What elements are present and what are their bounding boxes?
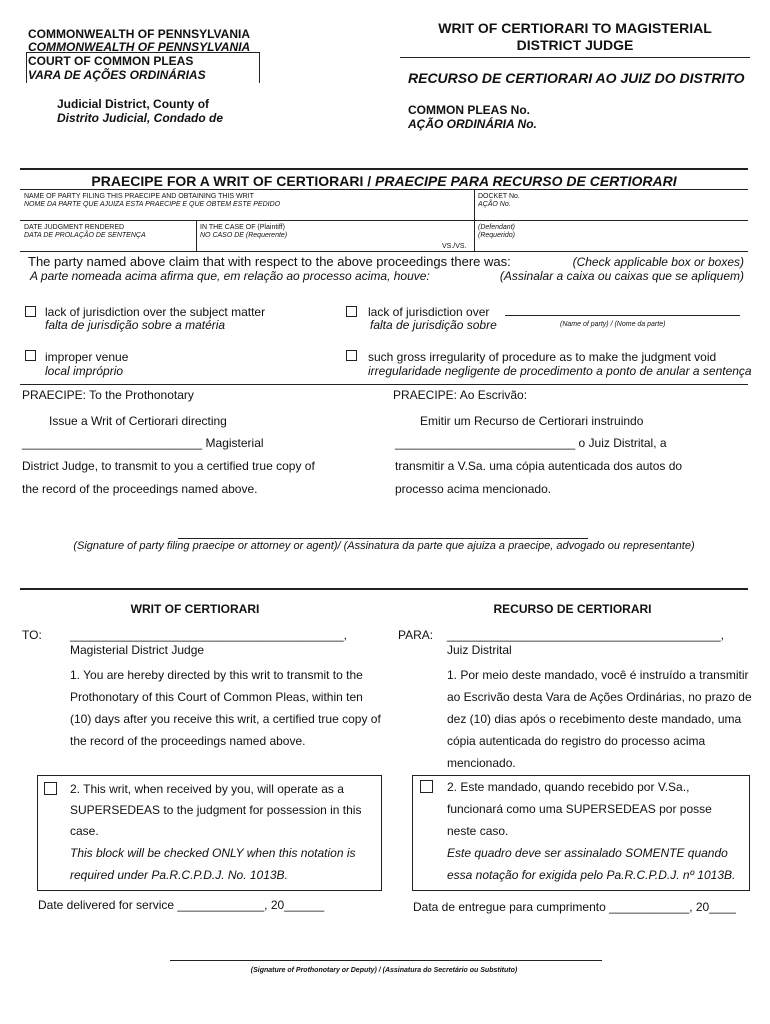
divider: [20, 168, 748, 170]
check-pt: (Assinalar a caixa ou caixas que se apliquem): [499, 269, 744, 283]
p2-en-0: 2. This writ, when received by you, will operate as a: [70, 782, 344, 796]
checkbox-improper-venue[interactable]: [25, 350, 36, 361]
record-pt: processo acima mencionado.: [395, 482, 552, 496]
defendant-en: (Defendant): [478, 224, 515, 231]
docket-en: DOCKET No.: [478, 193, 520, 200]
opt2-pt: falta de jurisdição sobre: [370, 318, 497, 332]
defendant-pt: (Requerido): [478, 232, 515, 239]
p2-pt-2: neste caso.: [447, 824, 509, 838]
check-en: (Check applicable box or boxes): [572, 255, 744, 269]
p1-en-3: the record of the proceedings named above.: [70, 734, 306, 748]
p1-en-2: (10) days after you receive this writ, a certified true copy of: [70, 712, 381, 726]
pleas-pt: AÇÃO ORDINÁRIA No.: [408, 117, 537, 131]
checkbox-subject-matter[interactable]: [25, 306, 36, 317]
opt1-pt: falta de jurisdição sobre a matéria: [45, 318, 226, 332]
signature-line-party[interactable]: [178, 538, 588, 539]
vs-label: VS./VS.: [442, 243, 467, 250]
transmit-en: District Judge, to transmit to you a certified true copy of: [22, 459, 315, 473]
checkbox-supersedeas-pt[interactable]: [420, 780, 433, 793]
state-en: COMMONWEALTH OF PENNSYLVANIA: [28, 27, 250, 41]
p1-en-0: 1. You are hereby directed by this writ to transmit to the: [70, 668, 363, 682]
signature-line-prothonotary[interactable]: [170, 960, 602, 961]
p1-en-1: Prothonotary of this Court of Common Pleas, within ten: [70, 690, 363, 704]
opt3-en: improper venue: [45, 350, 129, 364]
opt4-pt: irregularidade negligente de procedimento a ponto de anular a sentença: [368, 364, 752, 378]
grid-mid: [20, 220, 748, 221]
title-rule: [400, 57, 750, 58]
party-name-line[interactable]: [505, 315, 740, 316]
signature-prothonotary: (Signature of Prothonotary or Deputy) / (Assinatura do Secretário ou Substituto): [250, 967, 518, 974]
record-en: the record of the proceedings named above.: [22, 482, 258, 496]
grid-bottom: [20, 251, 748, 252]
title-pt: RECURSO DE CERTIORARI AO JUIZ DO DISTRITO: [408, 70, 745, 86]
opt1-en: lack of jurisdiction over the subject matter: [45, 305, 266, 319]
blank-en[interactable]: ___________________________ Magisterial: [22, 436, 264, 450]
checkbox-supersedeas-en[interactable]: [44, 782, 57, 795]
writ-to-blank-en[interactable]: _________________________________________,: [70, 628, 347, 642]
note-pt-0: Este quadro deve ser assinalado SOMENTE quando: [447, 846, 728, 860]
praecipe-title-en: PRAECIPE FOR A WRIT OF CERTIORARI /: [91, 173, 376, 189]
to-pt: PRAECIPE: Ao Escrivão:: [393, 388, 528, 402]
writ-title-pt: RECURSO DE CERTIORARI: [493, 602, 652, 616]
name-label-pt: NOME DA PARTE QUE AJUIZA ESTA PRAECIPE E QUE OBTEM ESTE PEDIDO: [24, 201, 281, 208]
writ-to-pt: PARA:: [398, 628, 434, 642]
date-delivered-en[interactable]: Date delivered for service _____________, 20______: [38, 898, 325, 912]
note-en-0: This block will be checked ONLY when this notation is: [70, 846, 356, 860]
writ-to-en: TO:: [22, 628, 42, 642]
writ-title-en: WRIT OF CERTIORARI: [130, 602, 260, 616]
state-pt: COMMONWEALTH OF PENNSYLVANIA: [28, 40, 251, 54]
checkbox-party-jurisdiction[interactable]: [346, 306, 357, 317]
title-line1: WRIT OF CERTIORARI TO MAGISTERIAL: [438, 20, 712, 36]
date-delivered-pt[interactable]: Data de entregue para cumprimento ____________, 20____: [413, 900, 736, 914]
name-label-en: NAME OF PARTY FILING THIS PRAECIPE AND OBTAINING THIS WRIT: [24, 193, 254, 200]
title-line2: DISTRICT JUDGE: [516, 37, 634, 53]
checkbox-irregularity[interactable]: [346, 350, 357, 361]
district-en: Judicial District, County of: [57, 97, 210, 111]
issue-en: Issue a Writ of Certiorari directing: [49, 414, 227, 428]
note-pt-1: essa notação for exigida pelo Pa.R.C.P.D.J. nº 1013B.: [447, 868, 736, 882]
pleas-en: COMMON PLEAS No.: [408, 103, 530, 117]
writ-judge-en: Magisterial District Judge: [70, 643, 205, 657]
claim-en: The party named above claim that with respect to the above proceedings there was:: [28, 254, 511, 269]
to-en: PRAECIPE: To the Prothonotary: [22, 388, 194, 402]
p1-pt-4: mencionado.: [447, 756, 516, 770]
opt2-party: (Name of party) / (Nome da parte): [560, 321, 666, 328]
opt2-en: lack of jurisdiction over: [368, 305, 490, 319]
praecipe-rule: [20, 384, 748, 385]
writ-divider: [20, 588, 748, 590]
transmit-pt: transmitir a V.Sa. uma cópia autenticada dos autos do: [395, 459, 683, 473]
p2-pt-0: 2. Este mandado, quando recebido por V.Sa.,: [447, 780, 690, 794]
p2-pt-1: funcionará como uma SUPERSEDEAS por posse: [447, 802, 712, 816]
note-en-1: required under Pa.R.C.P.D.J. No. 1013B.: [70, 868, 288, 882]
date-label-pt: DATA DE PROLAÇÃO DE SENTENÇA: [24, 232, 146, 239]
p2-en-2: case.: [70, 824, 99, 838]
docket-pt: AÇÃO No.: [478, 201, 511, 208]
date-label-en: DATE JUDGMENT RENDERED: [24, 224, 125, 231]
grid-v2: [196, 220, 197, 252]
issue-pt: Emitir um Recurso de Certiorari instruindo: [420, 414, 644, 428]
case-pt: NO CASO DE (Requerente): [200, 232, 288, 239]
case-en: IN THE CASE OF (Plaintiff): [200, 224, 285, 231]
grid-v3: [474, 220, 475, 252]
writ-judge-pt: Juiz Distrital: [447, 643, 512, 657]
district-pt: Distrito Judicial, Condado de: [57, 111, 224, 125]
p1-pt-2: dez (10) dias após o recebimento deste mandado, uma: [447, 712, 742, 726]
praecipe-title-pt: PRAECIPE PARA RECURSO DE CERTIORARI: [375, 173, 677, 189]
opt4-en: such gross irregularity of procedure as to make the judgment void: [368, 350, 717, 364]
praecipe-title: [20, 173, 748, 190]
writ-to-blank-pt[interactable]: _________________________________________,: [447, 628, 724, 642]
opt3-pt: local impróprio: [45, 364, 124, 378]
signature-party: (Signature of party filing praecipe or attorney or agent)/ (Assinatura da parte que ajuiza a praecipe, advogado ou representante): [73, 540, 695, 552]
p1-pt-3: cópia autenticada do registro do processo acima: [447, 734, 706, 748]
court-pt: VARA DE AÇÕES ORDINÁRIAS: [28, 68, 206, 82]
p2-en-1: SUPERSEDEAS to the judgment for possession in this: [70, 803, 362, 817]
grid-top: [20, 189, 748, 190]
claim-pt: A parte nomeada acima afirma que, em relação ao processo acima, houve:: [30, 269, 430, 283]
p1-pt-0: 1. Por meio deste mandado, você é instruído a transmitir: [447, 668, 749, 682]
court-en: COURT OF COMMON PLEAS: [28, 54, 194, 68]
blank-pt[interactable]: ___________________________ o Juiz Distrital, a: [395, 436, 667, 450]
grid-v1: [474, 189, 475, 221]
p1-pt-1: ao Escrivão desta Vara de Ações Ordinárias, no prazo de: [447, 690, 752, 704]
